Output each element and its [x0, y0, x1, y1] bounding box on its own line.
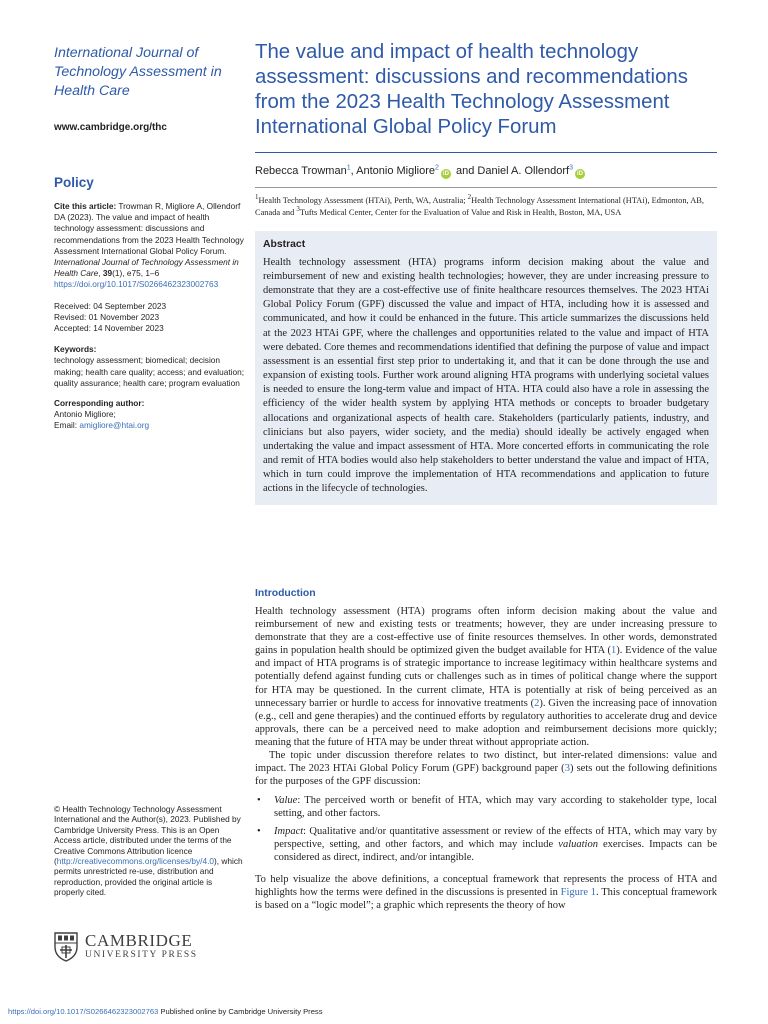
- affiliation-ref[interactable]: 3: [569, 164, 574, 172]
- paragraph-text: ). Evidence of the value and impact of HTA programs is of strategic importance to increase legitimacy within healthcare systems and potentially defend against funding cuts or challenges such as in times of political change where the support for HTA may be questioned. In the current climate, HTA is potentially at risk of being perceived as an unnecessary barrier or hurdle to access for innovative treatments (: [255, 645, 718, 709]
- keywords-text: technology assessment; biomedical; decision making; health care quality; access; and evaluation; quality assurance; health care; program evaluation: [54, 355, 245, 388]
- author-list: [255, 165, 717, 179]
- figure-link[interactable]: Figure 1: [560, 886, 597, 898]
- citation-text: Trowman R, Migliore A, Ollendorf DA (2023). The value and impact of health technology assessment: discussions and recommendations from the 2023 Health Technology Assessment International Global Policy Forum.: [54, 201, 244, 256]
- bullet-icon: •: [257, 795, 261, 807]
- affiliation-text: Health Technology Assessment (HTAi), Perth, WA, Australia;: [258, 196, 468, 205]
- definition-text: exercises. Impacts can be considered as direct, indirect, and/or intangible.: [274, 838, 717, 863]
- affiliation-text: Tufts Medical Center, Center for the Evaluation of Value and Risk in Health, Boston, MA, USA: [299, 208, 622, 218]
- logo-wordmark-top: CAMBRIDGE: [85, 931, 193, 950]
- corresponding-author-name: Antonio Migliore;: [54, 409, 116, 420]
- citation-doi-link[interactable]: https://doi.org/10.1017/S0266462323002763: [54, 279, 219, 290]
- reference-link[interactable]: 3: [564, 763, 570, 775]
- paragraph: [255, 605, 717, 749]
- journal-name: International Journal of Technology Assessment in Health Care: [54, 45, 222, 99]
- definition-term: Impact: [274, 825, 304, 837]
- abstract-text: Health technology assessment (HTA) programs inform decision making about the value and reimbursement of new and existing health technologies; however, they are under increasing pressure to demonstrate that they are a cost-effective use of finite healthcare resources themselves. The 2023 HTAi Global Policy Forum (GPF) discussed the value and impact of HTA, including how it is assessed and communicated, and how it could be enhanced in the future. This article summarizes the discussions held at the 2023 HTAi GPF, where the challenges and opportunities related to the value and impact of HTA were debated. Core themes and recommendations identified that defining the purpose of value and impact assessment is an essential first step prior to undertaking it, and that it can be done through the use and expansion of existing tools. Further work around aligning HTA programs with underlying societal values is needed to ensure the long-term value and impact of HTA. HTA could also have a role in assessing the efficiency of the wider health system by applying HTA methods or concepts to broader budgetary allocations and organizational aspects of health care. Stakeholders (particularly patients, industry, and clinicians but also payers, wider society, and the media) should ideally be actively engaged when undertaking the value and impact assessment of HTA. More concerted efforts in communicating the role and remit of HTA bodies would also help stakeholders to better understand the value and impact of HTA, which in turn could improve the implementation of HTA recommendations and application to future actions in the lifecycle of technologies.: [263, 256, 709, 495]
- author-name: Daniel A. Ollendorf: [477, 165, 570, 177]
- paragraph-text: Health technology assessment (HTA) programs often inform decision making about the value and reimbursement of new and existing tests or treatments; however, they are under increasing pressure to demonstrate that they are a cost-effective use of finite resources themselves. In other words, demonstrated gains in population health should be optimized given the budget available for HTA (: [255, 606, 717, 657]
- citation-volume: 39: [102, 268, 113, 279]
- footer-doi-link[interactable]: https://doi.org/10.1017/S0266462323002763: [8, 1007, 159, 1016]
- author-name: Antonio Migliore: [356, 165, 436, 177]
- bullet-icon: •: [257, 825, 261, 837]
- citation-label: Cite this article:: [54, 201, 117, 211]
- page-footer: [8, 1007, 323, 1016]
- affiliation-number: 3: [296, 205, 300, 214]
- corresponding-author-label: Corresponding author:: [54, 398, 145, 409]
- license-notice: [54, 804, 244, 898]
- license-text-part2: ), which permits unrestricted re-use, distribution and reproduction, provided the original article is properly cited.: [54, 856, 243, 898]
- cambridge-crest-icon: [54, 932, 78, 962]
- license-url-link[interactable]: http://creativecommons.org/licenses/by/4.0: [56, 856, 215, 867]
- orcid-icon[interactable]: iD: [577, 171, 584, 177]
- affiliations: [255, 195, 717, 220]
- citation-journal: International Journal of Technology Assessment in Health Care: [54, 257, 239, 279]
- logo-wordmark-bottom: UNIVERSITY PRESS: [85, 950, 198, 960]
- list-item: [255, 825, 717, 864]
- author-separator: ,: [350, 165, 357, 177]
- paragraph: [255, 873, 717, 912]
- paragraph: [255, 749, 717, 788]
- definition-term: Value: [274, 795, 298, 807]
- definition-text: : The perceived worth or benefit of HTA, which may vary according to stakeholder type, local setting, and other factors.: [274, 795, 717, 820]
- citation-issue-pages: (1), e75, 1–6: [112, 268, 160, 279]
- cambridge-logo: [54, 932, 198, 962]
- left-sidebar: [54, 44, 246, 432]
- paragraph-text: To help visualize the above definitions, a conceptual framework that represents the process of HTA and highlights how the terms were defined in the discussions is presented in: [255, 873, 717, 898]
- author-conjunction: and: [452, 165, 478, 177]
- paragraph-text: ) sets out the following definitions for the purposes of the GPF discussion:: [255, 763, 717, 788]
- license-text-part1: © Health Technology Technology Assessment International and the Author(s), 2023. Published by Cambridge University Press. This is an Open Access article, distributed under the terms of the Creative Commons Attribution licence (: [54, 804, 241, 867]
- corresponding-author-block: [54, 398, 246, 432]
- revised-date: Revised: 01 November 2023: [54, 311, 160, 322]
- email-label: Email:: [54, 420, 78, 431]
- abstract-heading: Abstract: [263, 238, 306, 250]
- affiliation-ref[interactable]: 2: [435, 164, 439, 172]
- dates-block: [54, 301, 246, 335]
- author-name: Rebecca Trowman: [255, 165, 347, 177]
- author-divider: [255, 187, 717, 188]
- definition-list: [255, 794, 717, 863]
- article-header: [255, 40, 717, 505]
- list-item: [255, 794, 717, 820]
- journal-website[interactable]: www.cambridge.org/thc: [54, 122, 167, 133]
- paragraph-text: The topic under discussion therefore relates to two distinct, but inter-related dimensions: value and impact. The 2023 HTAi Global Policy Forum (GPF) background paper (: [255, 750, 717, 775]
- article-body: [255, 605, 717, 912]
- accepted-date: Accepted: 14 November 2023: [54, 323, 164, 334]
- paragraph-text: ). Given the increasing pace of innovation (e.g., cell and gene therapies) and the continued efforts by regulatory authorities to accelerate drug and device approvals, there can be a perceived need to make adoption and reimbursement decisions more quickly; meaning that the future of HTA may be under threat without appropriate action.: [255, 697, 717, 748]
- citation-block: [54, 201, 246, 291]
- orcid-icon[interactable]: iD: [442, 171, 449, 177]
- reference-link[interactable]: 1: [610, 645, 617, 657]
- definition-text: : Qualitative and/or quantitative assessment or review of the effects of HTA, which may vary by perspective, setting, and other factors, and which may include: [274, 825, 717, 850]
- title-divider: [255, 152, 717, 153]
- reference-link[interactable]: 2: [534, 697, 540, 709]
- article-title: The value and impact of health technology assessment: discussions and recommendations from the 2023 Health Technology Assessment International Global Policy Forum: [255, 41, 688, 138]
- footer-text: Published online by Cambridge University Press: [158, 1007, 323, 1016]
- keywords-block: [54, 344, 246, 389]
- affiliation-ref[interactable]: 1: [346, 164, 351, 172]
- affiliation-number: 1: [255, 193, 259, 202]
- received-date: Received: 04 September 2023: [54, 300, 167, 311]
- email-link[interactable]: amigliore@htai.org: [79, 420, 150, 431]
- affiliation-text: Health Technology Assessment International (HTAi), Edmonton, AB, Canada and: [255, 196, 704, 218]
- introduction-heading: Introduction: [255, 588, 316, 599]
- section-label: Policy: [54, 175, 94, 190]
- keywords-label: Keywords:: [54, 344, 97, 355]
- definition-italic: valuation: [558, 838, 598, 850]
- affiliation-number: 2: [467, 193, 472, 202]
- paragraph-text: . This conceptual framework is based on a “logic model”; a graphic which represents the theory of how: [255, 886, 717, 911]
- citation-separator: ,: [98, 268, 101, 279]
- abstract-box: [255, 231, 717, 506]
